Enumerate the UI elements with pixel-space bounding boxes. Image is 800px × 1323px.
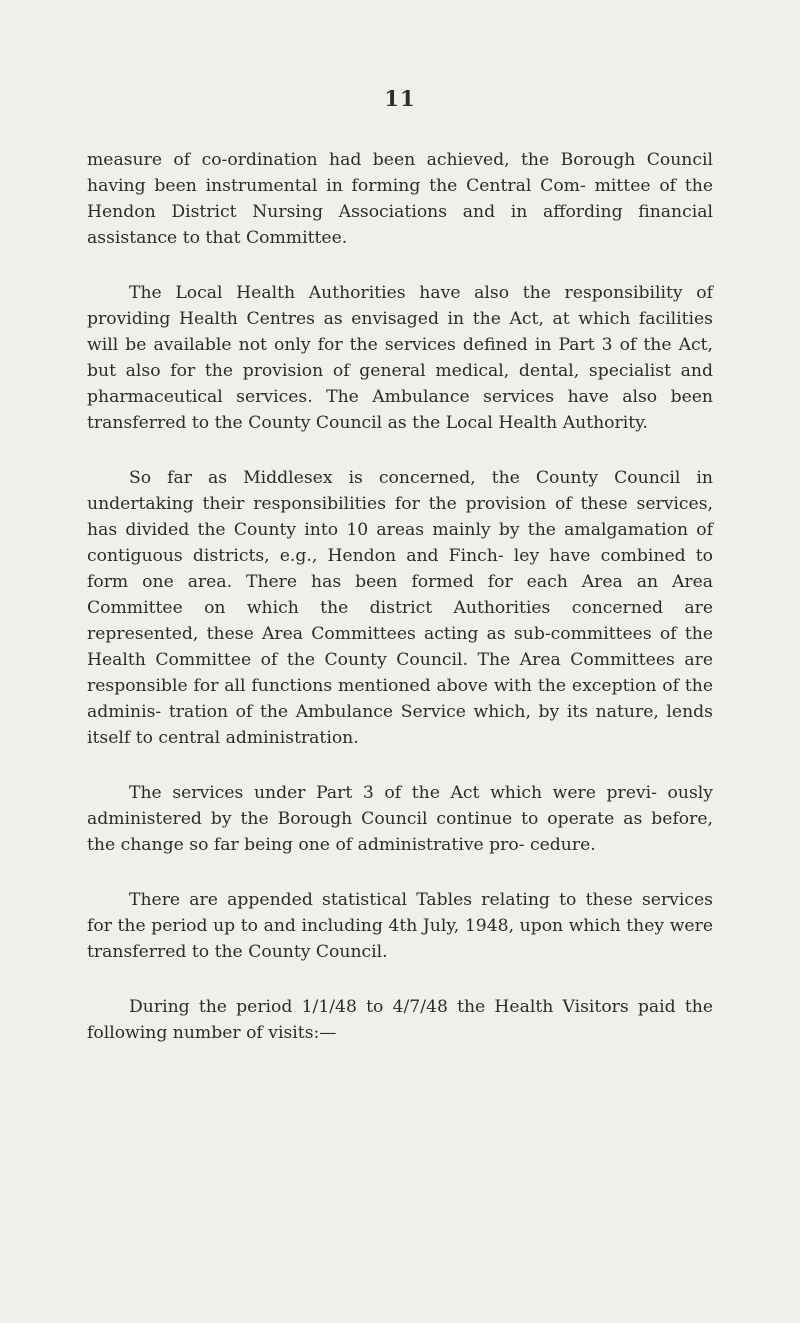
paragraph-coordination: measure of co-ordination had been achieved, the Borough Council having been instrumental in forming the Central Com- mittee of the Hendon District Nursing Associations and in affording financial assistance to that Committee. bbox=[87, 150, 713, 248]
paragraph-part-3-services: The services under Part 3 of the Act which were previ- ously administered by the Borough Council continue to operate as before, the change so far being one of administrative pro- cedure. bbox=[87, 783, 713, 855]
paragraph-statistical-tables: There are appended statistical Tables relating to these services for the period up to and including 4th July, 1948, upon which they were transferred to the County Council. bbox=[87, 890, 713, 962]
page-number: 11 bbox=[384, 86, 416, 111]
paragraph-health-centres: The Local Health Authorities have also the responsibility of providing Health Centres as envisaged in the Act, at which facilities will be available not only for the services defined in Part 3 of the Act, but also for the provision of general medical, dental, specialist and pharmaceutical services. The Ambulance services have also been transferred to the County Council as the Local Health Authority. bbox=[87, 283, 713, 433]
body-text bbox=[87, 147, 713, 1075]
paragraph-health-visitors: During the period 1/1/48 to 4/7/48 the Health Visitors paid the following number of visits:— bbox=[87, 997, 713, 1043]
paragraph-middlesex-areas: So far as Middlesex is concerned, the County Council in undertaking their responsibilities for the provision of these services, has divided the County into 10 areas mainly by the amalgamation of contiguous districts, e.g., Hendon and Finch- ley have combined to form one area. There has been formed for each Area an Area Committee on which the district Authorities concerned are represented, these Area Committees acting as sub-committees of the Health Committee of the County Council. The Area Committees are responsible for all functions mentioned above with the exception of the adminis- tration of the Ambulance Service which, by its nature, lends itself to central administration. bbox=[87, 468, 713, 748]
